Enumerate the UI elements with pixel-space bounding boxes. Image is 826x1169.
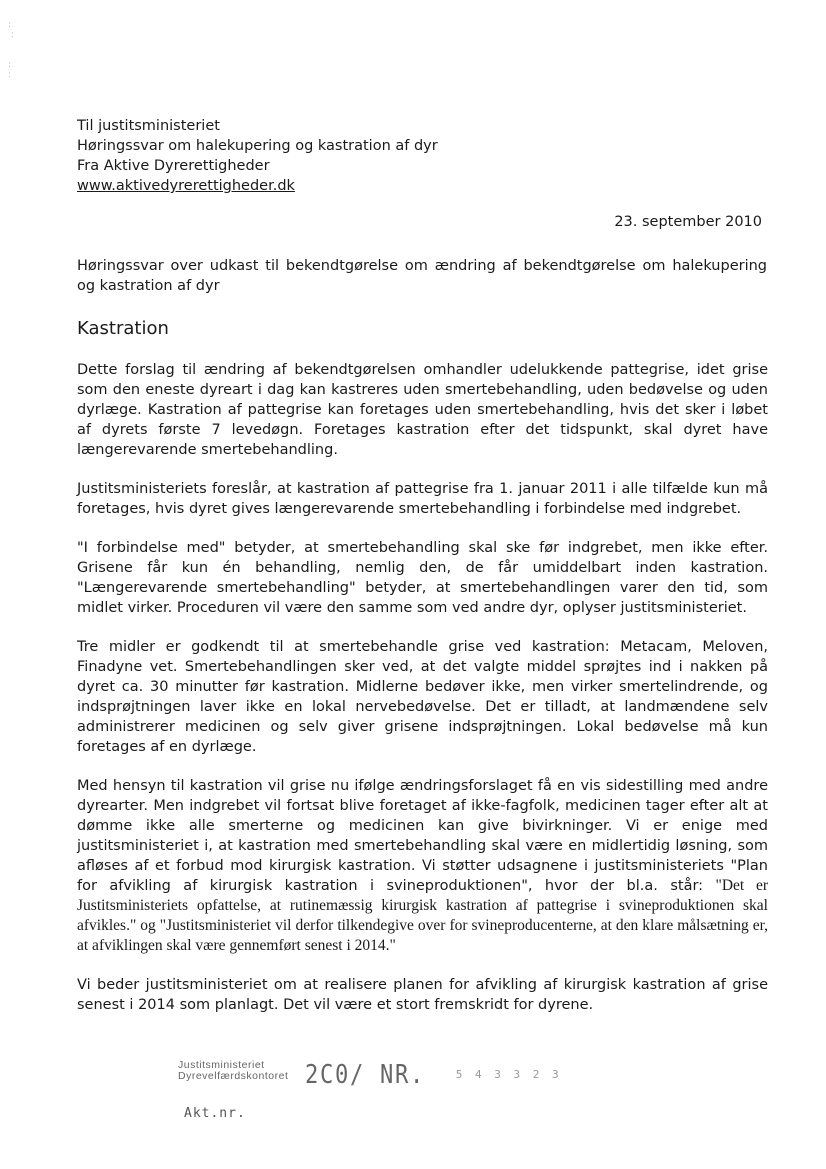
section-heading: Kastration (77, 318, 169, 339)
paragraph-1: Dette forslag til ændring af bekendtgørelsen omhandler udelukkende pattegrise, idet grise som den eneste dyreart i dag kan kastreres uden smertebehandling, uden bedøvelse og uden dyrlæge. Kastration af pattegrise kan foretages uden smertebehandling, hvis det sker i løbet af dyrets første 7 levedøgn. Foretages kastration efter det tidspunkt, skal dyret have længerevarende smertebehandling. (77, 362, 768, 458)
paragraph-5-text: Med hensyn til kastration vil grise nu ifølge ændringsforslaget få en vis sidestilling med andre dyrearter. Men indgrebet vil fortsat blive foretaget af ikke-fagfolk, medicinen tager efter alt at dømme ikke alle smerterne og medicinen kan give bivirkninger. Vi er enige med justitsministeriet i, at kastration med smertebehandling skal være en midlertidig løsning, som afløses af et forbud mod kirurgisk kastration. Vi støtter udsagnene i justitsministeriets "Plan for afvikling af kirurgisk kastration i svineproduktionen", hvor der bl.a. står: (77, 778, 768, 894)
received-stamp (178, 1060, 562, 1121)
subject-line: Høringssvar over udkast til bekendtgørelse om ændring af bekendtgørelse om halekupering og kastration af dyr (77, 258, 767, 294)
paragraph-4: Tre midler er godkendt til at smertebehandle grise ved kastration: Metacam, Meloven, Finadyne vet. Smertebehandlingen sker ved, at det valgte middel sprøjtes ind i nakken på dyret ca. 30 minutter før kastration. Midlerne bedøver ikke, men virker smertelindrende, og indsprøjtningen laver ikke en lokal nervebedøvelse. Det er tilladt, at landmændene selv administrerer medicinen og selv giver grisene indsprøjtningen. Lokal bedøvelse må kun foretages af en dyrlæge. (77, 639, 768, 755)
stamp-small-digits: 5 4 3 3 2 3 (455, 1068, 562, 1081)
stamp-org-line-2: Dyrevelfærdskontoret (178, 1070, 289, 1082)
scan-marks: : : : : (8, 20, 14, 80)
stamp-org-line-1: Justitsministeriet (178, 1059, 265, 1071)
letter-date: 23. september 2010 (614, 214, 762, 230)
letter-body (77, 360, 768, 1034)
stamp-akt-label: Akt.nr. (184, 1106, 246, 1121)
stamp-number: 2C0/ NR. (305, 1060, 426, 1090)
paragraph-5-quote: "Det er Justitsministeriets opfattelse, at rutinemæssig kirurgisk kastration af pattegrise i svineproduktionen skal afvikles." og "Justitsministeriet vil derfor tilkendegive over for svineproducenterne, at den klare målsætning er, at afviklingen skal være gennemført senest i 2014." (77, 877, 769, 954)
paragraph-2: Justitsministeriets foreslår, at kastration af pattegrise fra 1. januar 2011 i alle tilfælde kun må foretages, hvis dyret gives længerevarende smertebehandling i forbindelse med indgrebet. (77, 481, 768, 517)
paragraph-3: "I forbindelse med" betyder, at smertebehandling skal ske før indgrebet, men ikke efter. Grisene får kun én behandling, nemlig den, de får umiddelbart inden kastration. "Længerevarende smertebehandling" betyder, at smertebehandlingen varer den tid, som midlet virker. Proceduren vil være den samme som ved andre dyr, oplyser justitsministeriet. (77, 540, 768, 616)
paragraph-5 (77, 776, 768, 956)
paragraph-6: Vi beder justitsministeriet om at realisere planen for afvikling af kirurgisk kastration af grise senest i 2014 som planlagt. Det vil være et stort fremskridt for dyrene. (77, 977, 768, 1013)
topic-line: Høringssvar om halekupering og kastration af dyr (77, 138, 438, 154)
website-link[interactable]: www.aktivedyrerettigheder.dk (77, 178, 295, 194)
letter-header (77, 116, 438, 196)
sender-line: Fra Aktive Dyrerettigheder (77, 158, 270, 174)
recipient-line: Til justitsministeriet (77, 118, 220, 134)
stamp-organization (178, 1060, 288, 1082)
